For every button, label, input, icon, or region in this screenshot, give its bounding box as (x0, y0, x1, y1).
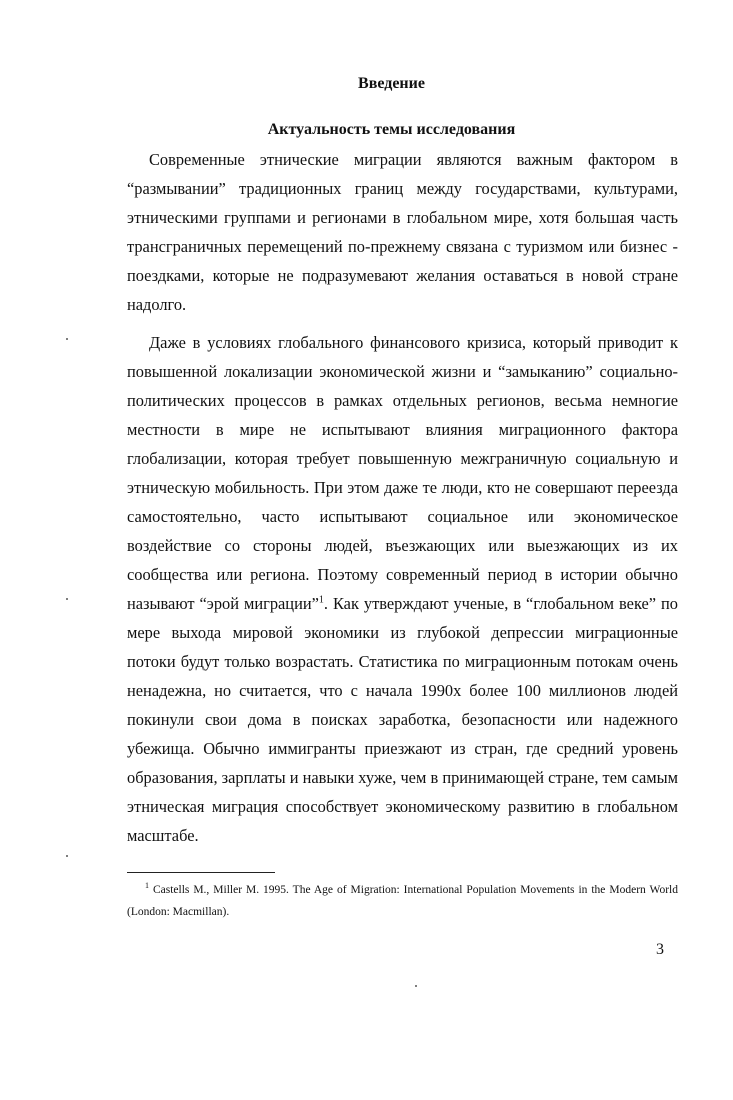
paragraph-1: Современные этнические миграции являются важным фактором в “размывании” традиционных границ между государствами, культурами, этническими группами и регионами в глобальном мире, хотя большая часть трансграничных перемещений по-прежнему связана с туризмом или бизнес - поездками, которые не подразумевают желания оставаться в новой стране надолго. (127, 150, 678, 314)
footnote-number: 1 (145, 881, 149, 891)
paragraph-2-part-1: Даже в условиях глобального финансового кризиса, который приводит к повышенной локализации экономической жизни и “замыканию” социально-политических процессов в рамках отдельных регионов, весьма немногие местности в мире не испытывают влияния миграционного фактора глобализации, которая требует повышенную межграничную социальную и этническую мобильность. При этом даже те люди, кто не совершают переезда самостоятельно, часто испытывают социальное или экономическое воздействие со стороны людей, въезжающих или выезжающих из их сообщества или региона. Поэтому современный период в истории обычно называют “эрой миграции” (127, 333, 678, 613)
page-heading: Введение (358, 75, 425, 92)
scan-speck (66, 598, 68, 600)
scan-speck (66, 855, 68, 857)
page-number: 3 (656, 941, 664, 958)
footnote (127, 879, 678, 923)
body-text (127, 145, 678, 850)
footnote-text: Castells M., Miller M. 1995. The Age of Migration: International Population Movements in the Modern World (London: Macmillan). (127, 884, 678, 918)
footnote-divider (127, 872, 275, 873)
paragraph-2-part-2: . Как утверждают ученые, в “глобальном веке” по мере выхода мировой экономики из глубокой депрессии миграционные потоки будут только возрастать. Статистика по миграционным потокам очень ненадежна, но считается, что с начала 1990х более 100 миллионов людей покинули свои дома в поисках заработка, безопасности или надежного убежища. Обычно иммигранты приезжают из стран, где средний уровень образования, зарплаты и навыки хуже, чем в принимающей стране, тем самым этническая миграция способствует экономическому развитию в глобальном масштабе. (127, 594, 678, 845)
scan-speck (66, 338, 68, 340)
footnote-reference: 1 (318, 594, 324, 606)
scan-speck (415, 985, 417, 987)
section-subheading: Актуальность темы исследования (267, 121, 516, 138)
paragraph-2 (127, 328, 678, 850)
